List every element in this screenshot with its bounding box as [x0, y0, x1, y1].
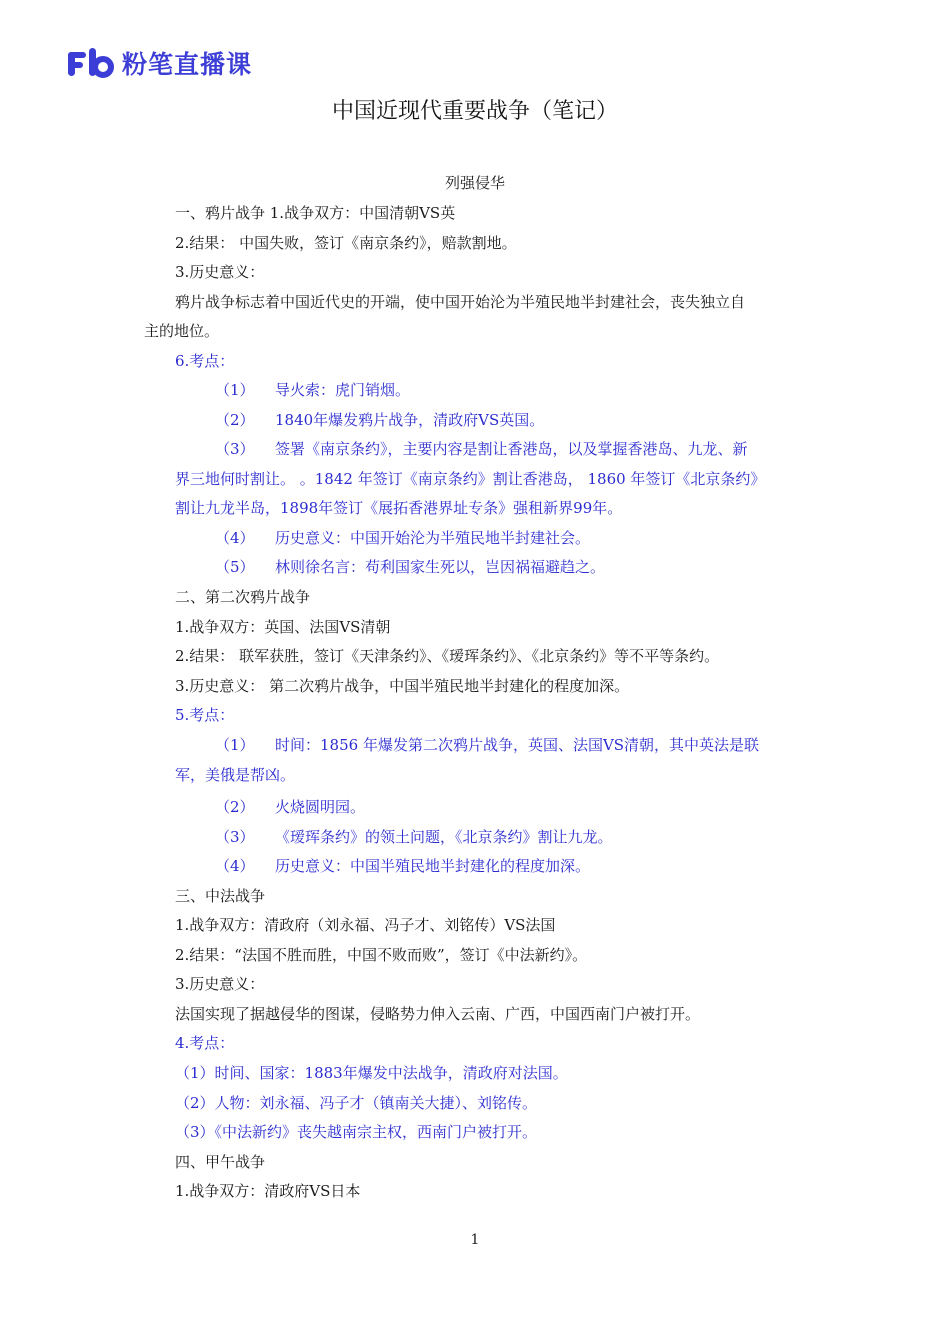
text-line: 3.历史意义： [175, 263, 265, 281]
key-point-item [215, 827, 613, 847]
page-number: 1 [470, 1232, 480, 1248]
key-point-item [215, 380, 410, 400]
item-text: 《瑷珲条约》的领土问题，《北京条约》割让九龙。 [275, 828, 613, 846]
text-line: 2.结果： 联军获胜，签订《天津条约》、《瑷珲条约》、《北京条约》等不平等条约。 [175, 647, 720, 665]
key-point-item [215, 735, 759, 755]
text-line: 割让九龙半岛，1898年签订《展拓香港界址专条》强租新界99年。 [175, 499, 623, 517]
item-text: 历史意义：中国开始沦为半殖民地半封建社会。 [275, 529, 591, 547]
text-line: 法国实现了据越侵华的图谋，侵略势力伸入云南、广西，中国西南门户被打开。 [175, 1005, 701, 1023]
key-point-item [215, 410, 544, 430]
item-text: 火烧圆明园。 [275, 798, 366, 816]
key-points-heading: 4.考点： [175, 1034, 235, 1052]
key-point-item [215, 856, 590, 876]
key-point-item: （2）人物：刘永福、冯子才（镇南关大捷）、刘铭传。 [175, 1094, 538, 1112]
text-line: 1.战争双方：清政府（刘永福、冯子才、刘铭传）VS法国 [175, 916, 556, 934]
item-number: （2） [215, 411, 255, 429]
text-line: 1.战争双方：英国、法国VS清朝 [175, 618, 391, 636]
fb-logo-icon [68, 48, 114, 78]
item-text: 历史意义：中国半殖民地半封建化的程度加深。 [275, 857, 591, 875]
item-number: （3） [215, 440, 255, 458]
text-line: 1.战争双方：清政府VS日本 [175, 1182, 361, 1200]
war-heading: 四、甲午战争 [175, 1153, 266, 1171]
text-line: 3.历史意义： [175, 975, 265, 993]
brand-name: 粉笔直播课 [122, 50, 253, 79]
text-line: 2.结果：“法国不胜而胜，中国不败而败”，签订《中法新约》。 [175, 946, 588, 964]
key-point-item: （3）《中法新约》丧失越南宗主权，西南门户被打开。 [175, 1123, 538, 1141]
brand-logo [68, 46, 252, 80]
key-point-item [215, 439, 748, 459]
section-heading: 列强侵华 [444, 174, 505, 192]
war-heading: 二、第二次鸦片战争 [175, 588, 311, 606]
key-point-item [215, 557, 605, 577]
item-text: 签署《南京条约》，主要内容是割让香港岛，以及掌握香港岛、九龙、新 [275, 440, 748, 458]
item-number: （4） [215, 529, 255, 547]
text-line: 一、鸦片战争 1.战争双方：中国清朝VS英 [175, 204, 456, 222]
text-line: 2.结果： 中国失败，签订《南京条约》，赔款割地。 [175, 234, 517, 252]
item-text: 1840年爆发鸦片战争，清政府VS英国。 [275, 411, 545, 429]
item-text: 导火索：虎门销烟。 [275, 381, 411, 399]
item-number: （3） [215, 828, 255, 846]
text-line: 军，美俄是帮凶。 [175, 766, 296, 784]
item-number: （1） [215, 736, 255, 754]
text-line: 主的地位。 [144, 322, 220, 340]
item-number: （2） [215, 798, 255, 816]
item-number: （5） [215, 558, 255, 576]
item-text: 林则徐名言：苟利国家生死以，岂因祸福避趋之。 [275, 558, 606, 576]
key-point-item [215, 797, 365, 817]
key-points-heading: 5.考点： [175, 706, 235, 724]
text-line: 鸦片战争标志着中国近代史的开端，使中国开始沦为半殖民地半封建社会，丧失独立自 [175, 293, 746, 311]
key-points-heading: 6.考点： [175, 352, 235, 370]
page-title: 中国近现代重要战争（笔记） [331, 99, 618, 124]
item-number: （4） [215, 857, 255, 875]
war-heading: 三、中法战争 [175, 887, 266, 905]
item-number: （1） [215, 381, 255, 399]
text-line: 3.历史意义： 第二次鸦片战争，中国半殖民地半封建化的程度加深。 [175, 677, 630, 695]
key-point-item: （1）时间、国家：1883年爆发中法战争，清政府对法国。 [175, 1064, 568, 1082]
item-text: 时间：1856 年爆发第二次鸦片战争，英国、法国VS清朝，其中英法是联 [275, 736, 760, 754]
key-point-item [215, 528, 590, 548]
text-line: 界三地何时割让。 。1842 年签订《南京条约》割让香港岛， 1860 年签订《北京条约》 [175, 470, 766, 488]
